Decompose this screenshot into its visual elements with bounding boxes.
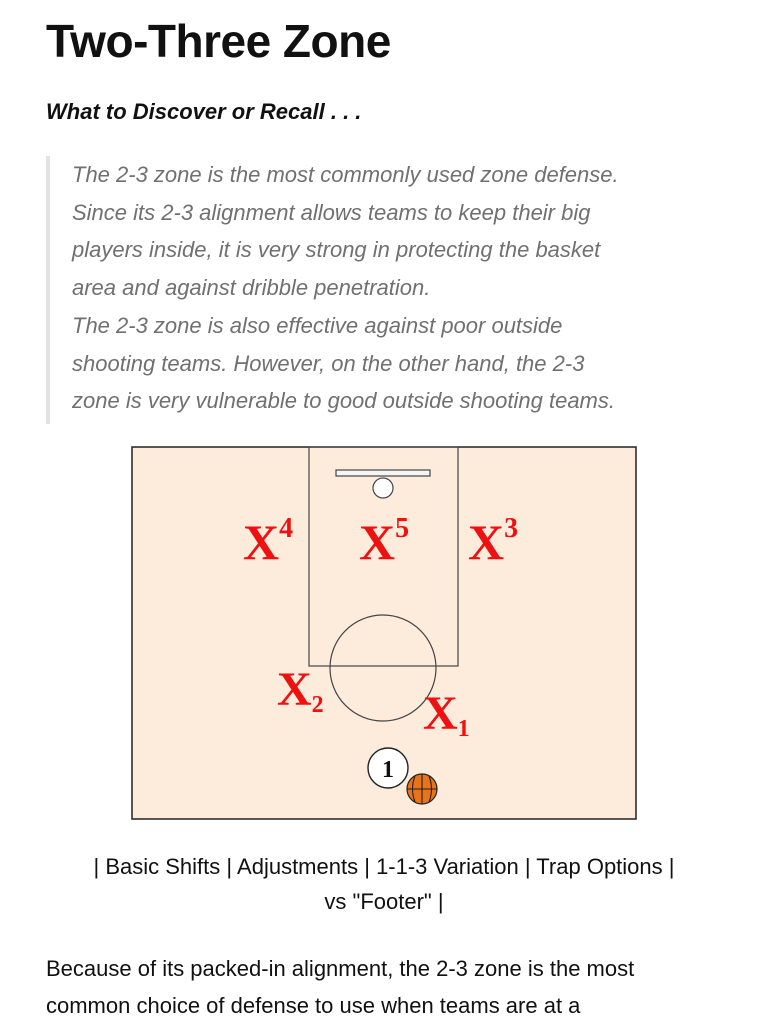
- quote-line: players inside, it is very strong in protecting the basket: [72, 237, 601, 263]
- intro-blockquote: [46, 156, 726, 424]
- nav-separator: |: [226, 854, 233, 879]
- defender-x5-number: 5: [395, 513, 410, 544]
- offensive-player-1: [368, 748, 408, 788]
- basketball-icon: [407, 774, 437, 804]
- quote-line: The 2-3 zone is the most commonly used zone defense.: [72, 162, 619, 187]
- body-line: Because of its packed-in alignment, the 2-3 zone is the most: [46, 956, 635, 981]
- defender-x2-letter: X: [277, 663, 312, 716]
- quote-line: zone is very vulnerable to good outside shooting teams.: [72, 388, 615, 414]
- defender-x5-letter: X: [359, 514, 396, 570]
- quote-line: area and against dribble penetration.: [72, 275, 431, 301]
- defender-x1-number: 1: [457, 716, 470, 742]
- quote-line: Since its 2-3 alignment allows teams to keep their big: [72, 199, 591, 225]
- nav-link-basic-shifts[interactable]: Basic Shifts: [105, 854, 221, 879]
- section-subhead: What to Discover or Recall . . .: [46, 99, 362, 124]
- defender-x2-number: 2: [311, 692, 324, 718]
- defender-x4-letter: X: [243, 514, 280, 570]
- nav-link-1-1-3-variation[interactable]: 1-1-3 Variation: [376, 854, 519, 879]
- nav-link-adjustments[interactable]: Adjustments: [237, 854, 359, 879]
- defender-x4-number: 4: [279, 513, 294, 544]
- section-nav: [40, 849, 728, 919]
- nav-link-vs-footer[interactable]: vs "Footer": [324, 889, 432, 914]
- offensive-player-number: 1: [382, 757, 394, 783]
- page-title: Two-Three Zone: [46, 15, 391, 67]
- nav-separator: |: [668, 854, 675, 879]
- defender-x1-letter: X: [423, 687, 458, 740]
- body-paragraph: [46, 950, 736, 1024]
- body-line: common choice of defense to use when teams are at a: [46, 993, 581, 1018]
- quote-line: The 2-3 zone is also effective against poor outside: [72, 312, 563, 338]
- zone-diagram: [131, 446, 637, 820]
- nav-link-trap-options[interactable]: Trap Options: [536, 854, 663, 879]
- nav-separator: |: [524, 854, 531, 879]
- rim: [373, 478, 393, 498]
- court-diagram: [131, 446, 637, 820]
- nav-separator: |: [437, 889, 444, 914]
- nav-separator: |: [364, 854, 370, 879]
- quote-line: shooting teams. However, on the other hand, the 2-3: [72, 350, 585, 376]
- defender-x3-letter: X: [468, 514, 505, 570]
- backboard: [336, 470, 430, 476]
- nav-separator: |: [93, 854, 100, 879]
- defender-x3-number: 3: [504, 513, 519, 544]
